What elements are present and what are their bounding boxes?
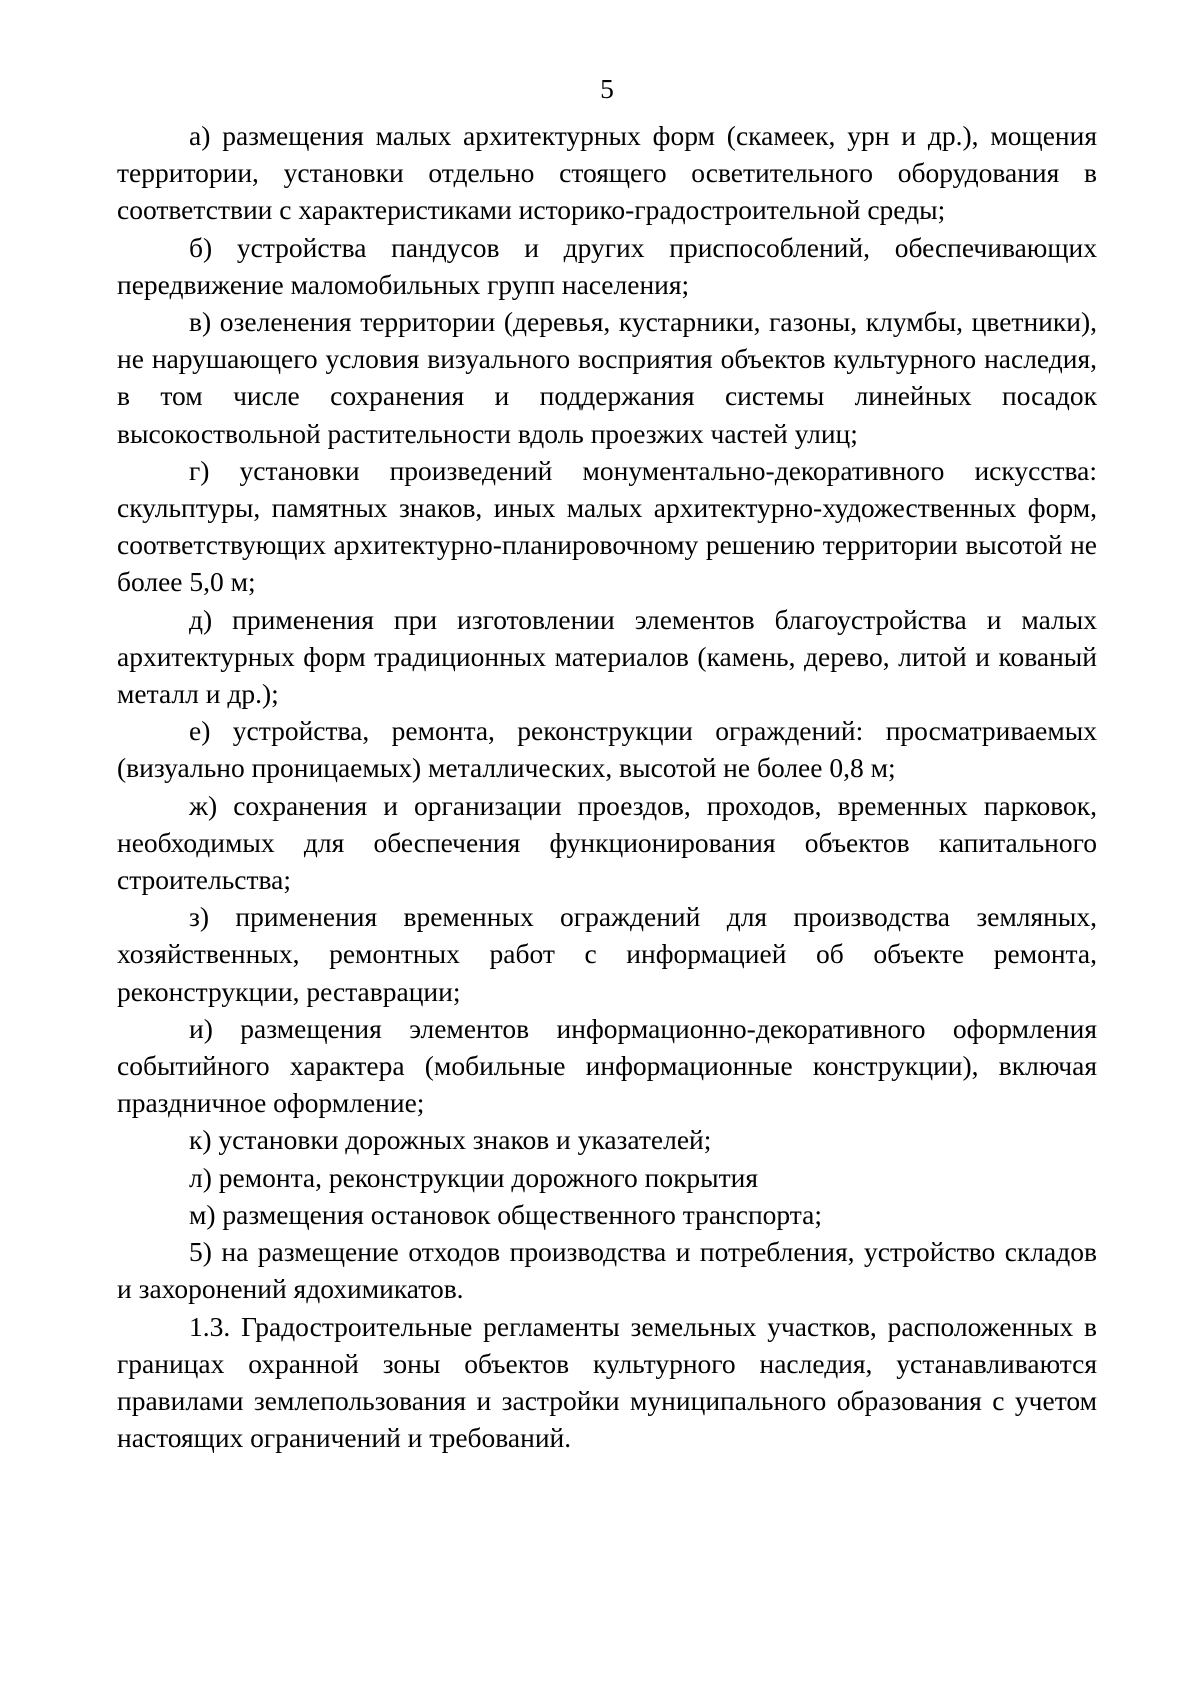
- paragraph-item-zh: ж) сохранения и организации проездов, проходов, временных парковок, необходимых для обеспечения функционирования объектов капитального строительства;: [117, 789, 1097, 896]
- paragraph-item-b: б) устройства пандусов и других приспособлений, обеспечивающих передвижение маломобильных групп населения;: [117, 231, 1097, 300]
- paragraph-item-5: 5) на размещение отходов производства и потребления, устройство складов и захоронений ядохимикатов.: [117, 1236, 1097, 1305]
- paragraph-item-g: г) установки произведений монументально-декоративного искусства: скульптуры, памятных знаков, иных малых архитектурно-художественных форм, соответствующих архитектурно-планировочному решению территории высотой не более 5,0 м;: [117, 454, 1097, 598]
- paragraph-item-k: к) установки дорожных знаков и указателей;: [189, 1124, 712, 1156]
- paragraph-item-a: а) размещения малых архитектурных форм (скамеек, урн и др.), мощения территории, установки отдельно стоящего осветительного оборудования в соответствии с характеристиками историко-градостроительной среды;: [117, 120, 1097, 226]
- document-body: [117, 117, 1097, 1456]
- paragraph-item-v: в) озеленения территории (деревья, кустарники, газоны, клумбы, цветники), не нарушающего условия визуального восприятия объектов культурного наследия, в том числе сохранения и поддержания системы линейных посадок высокоствольной растительности вдоль проезжих частей улиц;: [117, 306, 1097, 449]
- paragraph-item-e: е) устройства, ремонта, реконструкции ограждений: просматриваемых (визуально проницаемых) металлических, высотой не более 0,8 м;: [117, 715, 1097, 784]
- paragraph-section-1-3: 1.3. Градостроительные регламенты земельных участков, расположенных в границах охранной зоны объектов культурного наследия, устанавливаются правилами землепользования и застройки муниципального образования с учетом настоящих ограничений и требований.: [117, 1310, 1097, 1454]
- page-number: 5: [600, 73, 614, 104]
- paragraph-item-l: л) ремонта, реконструкции дорожного покрытия: [189, 1161, 759, 1193]
- paragraph-item-i: и) размещения элементов информационно-декоративного оформления событийного характера (мобильные информационные конструкции), включая праздничное оформление;: [117, 1012, 1097, 1119]
- paragraph-item-z: з) применения временных ограждений для производства земляных, хозяйственных, ремонтных работ с информацией об объекте ремонта, реконструкции, реставрации;: [117, 901, 1097, 1007]
- paragraph-item-m: м) размещения остановок общественного транспорта;: [189, 1198, 823, 1230]
- paragraph-item-d: д) применения при изготовлении элементов благоустройства и малых архитектурных форм традиционных материалов (камень, дерево, литой и кованый металл и др.);: [117, 603, 1097, 710]
